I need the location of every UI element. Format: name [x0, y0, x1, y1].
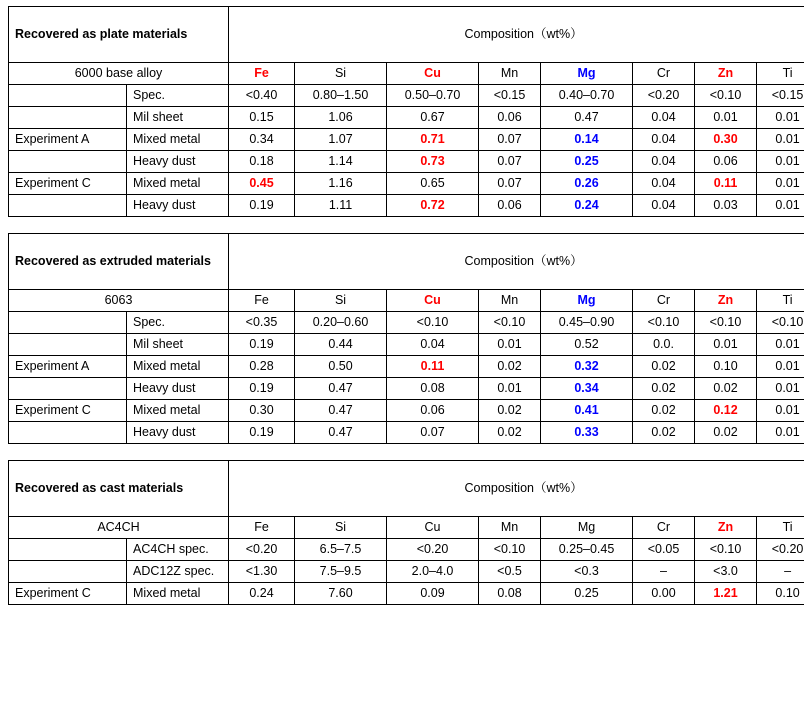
composition-value: 0.73 — [387, 151, 479, 173]
experiment-label: Experiment C — [9, 400, 127, 422]
composition-value: <0.10 — [479, 539, 541, 561]
composition-header: Composition（wt%） — [229, 234, 804, 290]
composition-value: <0.10 — [695, 85, 757, 107]
experiment-label — [9, 539, 127, 561]
element-column-header: Cu — [387, 290, 479, 312]
table-row — [9, 422, 804, 444]
element-column-header: Ti — [757, 517, 804, 539]
composition-value: 0.04 — [633, 195, 695, 217]
composition-value: 0.34 — [229, 129, 295, 151]
element-column-header: Zn — [695, 63, 757, 85]
block-title: Recovered as plate materials — [9, 7, 229, 63]
sample-label: Mixed metal — [127, 129, 229, 151]
element-column-header: Mn — [479, 63, 541, 85]
composition-value: 0.24 — [229, 583, 295, 605]
composition-value: 0.19 — [229, 334, 295, 356]
experiment-label — [9, 378, 127, 400]
table-row — [9, 173, 804, 195]
composition-value: 0.50 — [295, 356, 387, 378]
composition-value: 0.06 — [695, 151, 757, 173]
element-column-header: Zn — [695, 517, 757, 539]
composition-value: 0.28 — [229, 356, 295, 378]
composition-value: 0.20–0.60 — [295, 312, 387, 334]
alloy-label: 6063 — [9, 290, 229, 312]
composition-value: <0.15 — [479, 85, 541, 107]
composition-value: 0.07 — [479, 129, 541, 151]
composition-value: 0.01 — [479, 334, 541, 356]
composition-table — [8, 6, 804, 217]
composition-value: <0.10 — [479, 312, 541, 334]
experiment-label — [9, 334, 127, 356]
sample-label: ADC12Z spec. — [127, 561, 229, 583]
composition-value: <0.20 — [757, 539, 804, 561]
element-column-header: Mg — [541, 290, 633, 312]
composition-value: 1.07 — [295, 129, 387, 151]
composition-value: 0.02 — [479, 422, 541, 444]
alloy-label: 6000 base alloy — [9, 63, 229, 85]
composition-value: 0.11 — [387, 356, 479, 378]
element-column-header: Cr — [633, 517, 695, 539]
composition-value: 0.01 — [757, 400, 804, 422]
sample-label: Heavy dust — [127, 195, 229, 217]
composition-value: 0.47 — [295, 378, 387, 400]
composition-value: 0.45 — [229, 173, 295, 195]
composition-value: <3.0 — [695, 561, 757, 583]
composition-value: – — [757, 561, 804, 583]
composition-value: <0.10 — [387, 312, 479, 334]
composition-value: 0.30 — [229, 400, 295, 422]
sample-label: Spec. — [127, 85, 229, 107]
sample-label: Mixed metal — [127, 173, 229, 195]
block-title: Recovered as cast materials — [9, 461, 229, 517]
composition-value: 0.01 — [757, 334, 804, 356]
element-column-header: Si — [295, 517, 387, 539]
composition-value: 0.01 — [757, 356, 804, 378]
composition-value: 0.07 — [479, 173, 541, 195]
element-column-header: Cr — [633, 63, 695, 85]
element-column-header: Fe — [229, 290, 295, 312]
composition-value: 0.24 — [541, 195, 633, 217]
composition-value: <0.05 — [633, 539, 695, 561]
composition-value: 0.19 — [229, 195, 295, 217]
alloy-label: AC4CH — [9, 517, 229, 539]
composition-header: Composition（wt%） — [229, 461, 804, 517]
composition-value: 0.09 — [387, 583, 479, 605]
composition-value: 0.02 — [479, 400, 541, 422]
composition-value: 0.10 — [695, 356, 757, 378]
composition-value: 0.02 — [633, 378, 695, 400]
block-title: Recovered as extruded materials — [9, 234, 229, 290]
sample-label: Mixed metal — [127, 356, 229, 378]
composition-value: <0.40 — [229, 85, 295, 107]
sample-label: Spec. — [127, 312, 229, 334]
block-spacer — [8, 217, 796, 233]
table-row — [9, 107, 804, 129]
composition-value: <0.15 — [757, 85, 804, 107]
composition-value: 0.06 — [387, 400, 479, 422]
experiment-label — [9, 151, 127, 173]
composition-header: Composition（wt%） — [229, 7, 804, 63]
composition-value: 0.52 — [541, 334, 633, 356]
table-block — [8, 6, 804, 217]
element-column-header: Ti — [757, 290, 804, 312]
composition-value: 0.08 — [387, 378, 479, 400]
composition-value: 0.04 — [633, 129, 695, 151]
composition-value: 0.01 — [695, 334, 757, 356]
composition-value: 7.60 — [295, 583, 387, 605]
experiment-label: Experiment A — [9, 129, 127, 151]
composition-value: 0.72 — [387, 195, 479, 217]
composition-value: 0.44 — [295, 334, 387, 356]
table-row — [9, 129, 804, 151]
composition-value: 1.14 — [295, 151, 387, 173]
element-column-header: Ti — [757, 63, 804, 85]
composition-value: 0.01 — [695, 107, 757, 129]
composition-value: 0.02 — [695, 422, 757, 444]
composition-value: <0.10 — [695, 539, 757, 561]
composition-value: 0.45–0.90 — [541, 312, 633, 334]
composition-value: 0.04 — [633, 151, 695, 173]
sample-label: Mil sheet — [127, 107, 229, 129]
composition-value: 0.02 — [633, 356, 695, 378]
sample-label: Mixed metal — [127, 400, 229, 422]
composition-value: 0.02 — [479, 356, 541, 378]
sample-label: Heavy dust — [127, 422, 229, 444]
element-column-header: Mg — [541, 517, 633, 539]
element-column-header: Mn — [479, 517, 541, 539]
composition-value: 0.06 — [479, 195, 541, 217]
composition-value: 0.00 — [633, 583, 695, 605]
composition-value: 0.41 — [541, 400, 633, 422]
block-spacer — [8, 444, 796, 460]
composition-value: <0.10 — [757, 312, 804, 334]
composition-value: 0.26 — [541, 173, 633, 195]
sample-label: Mixed metal — [127, 583, 229, 605]
composition-value: <0.10 — [695, 312, 757, 334]
experiment-label — [9, 85, 127, 107]
composition-value: 0.10 — [757, 583, 804, 605]
table-row — [9, 561, 804, 583]
composition-value: 0.07 — [479, 151, 541, 173]
experiment-label — [9, 312, 127, 334]
composition-value: 1.06 — [295, 107, 387, 129]
composition-value: 0.50–0.70 — [387, 85, 479, 107]
composition-value: 0.01 — [757, 151, 804, 173]
composition-value: 0.01 — [757, 129, 804, 151]
element-column-header: Cu — [387, 63, 479, 85]
composition-value: 0.02 — [633, 422, 695, 444]
element-header-row — [9, 290, 804, 312]
element-header-row — [9, 63, 804, 85]
composition-value: <0.3 — [541, 561, 633, 583]
table-row — [9, 583, 804, 605]
composition-value: 0.25 — [541, 151, 633, 173]
experiment-label: Experiment A — [9, 356, 127, 378]
composition-value: 0.65 — [387, 173, 479, 195]
element-column-header: Fe — [229, 63, 295, 85]
composition-value: 0.47 — [295, 400, 387, 422]
table-row — [9, 312, 804, 334]
composition-value: <0.10 — [633, 312, 695, 334]
composition-value: 0.01 — [479, 378, 541, 400]
experiment-label — [9, 195, 127, 217]
element-column-header: Zn — [695, 290, 757, 312]
composition-value: 0.14 — [541, 129, 633, 151]
table-row — [9, 85, 804, 107]
composition-value: 1.16 — [295, 173, 387, 195]
table-row — [9, 400, 804, 422]
experiment-label: Experiment C — [9, 173, 127, 195]
element-column-header: Fe — [229, 517, 295, 539]
sample-label: Heavy dust — [127, 378, 229, 400]
composition-value: 0.19 — [229, 378, 295, 400]
sample-label: Heavy dust — [127, 151, 229, 173]
composition-value: 0.06 — [479, 107, 541, 129]
composition-value: 0.12 — [695, 400, 757, 422]
element-column-header: Si — [295, 63, 387, 85]
experiment-label: Experiment C — [9, 583, 127, 605]
composition-value: 6.5–7.5 — [295, 539, 387, 561]
composition-value: 0.11 — [695, 173, 757, 195]
composition-value: – — [633, 561, 695, 583]
element-column-header: Mg — [541, 63, 633, 85]
experiment-label — [9, 561, 127, 583]
element-column-header: Mn — [479, 290, 541, 312]
composition-value: 0.32 — [541, 356, 633, 378]
composition-value: 0.80–1.50 — [295, 85, 387, 107]
composition-value: 0.67 — [387, 107, 479, 129]
composition-table — [8, 460, 804, 605]
composition-value: 0.34 — [541, 378, 633, 400]
experiment-label — [9, 422, 127, 444]
composition-value: <0.20 — [229, 539, 295, 561]
composition-value: <0.20 — [387, 539, 479, 561]
table-row — [9, 334, 804, 356]
composition-value: 2.0–4.0 — [387, 561, 479, 583]
composition-value: <0.35 — [229, 312, 295, 334]
composition-value: 0.04 — [387, 334, 479, 356]
composition-table — [8, 233, 804, 444]
table-row — [9, 195, 804, 217]
element-column-header: Cr — [633, 290, 695, 312]
experiment-label — [9, 107, 127, 129]
composition-value: 0.07 — [387, 422, 479, 444]
composition-value: 0.01 — [757, 173, 804, 195]
table-block — [8, 233, 804, 444]
composition-value: <1.30 — [229, 561, 295, 583]
composition-value: 0.15 — [229, 107, 295, 129]
composition-value: 1.21 — [695, 583, 757, 605]
sample-label: Mil sheet — [127, 334, 229, 356]
composition-value: <0.5 — [479, 561, 541, 583]
tables-container — [8, 6, 804, 605]
composition-value: 1.11 — [295, 195, 387, 217]
composition-value: 0.04 — [633, 107, 695, 129]
element-column-header: Si — [295, 290, 387, 312]
table-row — [9, 378, 804, 400]
composition-value: 0.71 — [387, 129, 479, 151]
composition-value: 0.19 — [229, 422, 295, 444]
table-block — [8, 460, 804, 605]
composition-value: 0.25 — [541, 583, 633, 605]
composition-value: <0.20 — [633, 85, 695, 107]
composition-value: 0.04 — [633, 173, 695, 195]
element-column-header: Cu — [387, 517, 479, 539]
table-row — [9, 151, 804, 173]
composition-value: 0.30 — [695, 129, 757, 151]
composition-value: 0.01 — [757, 378, 804, 400]
composition-value: 0.03 — [695, 195, 757, 217]
composition-value: 0.25–0.45 — [541, 539, 633, 561]
composition-value: 0.01 — [757, 422, 804, 444]
composition-value: 0.40–0.70 — [541, 85, 633, 107]
table-row — [9, 539, 804, 561]
composition-value: 0.33 — [541, 422, 633, 444]
element-header-row — [9, 517, 804, 539]
composition-value: 0.02 — [633, 400, 695, 422]
composition-value: 0.0. — [633, 334, 695, 356]
composition-value: 7.5–9.5 — [295, 561, 387, 583]
table-row — [9, 356, 804, 378]
sample-label: AC4CH spec. — [127, 539, 229, 561]
composition-value: 0.47 — [541, 107, 633, 129]
composition-value: 0.02 — [695, 378, 757, 400]
composition-value: 0.47 — [295, 422, 387, 444]
composition-value: 0.01 — [757, 195, 804, 217]
composition-value: 0.08 — [479, 583, 541, 605]
composition-value: 0.18 — [229, 151, 295, 173]
composition-value: 0.01 — [757, 107, 804, 129]
